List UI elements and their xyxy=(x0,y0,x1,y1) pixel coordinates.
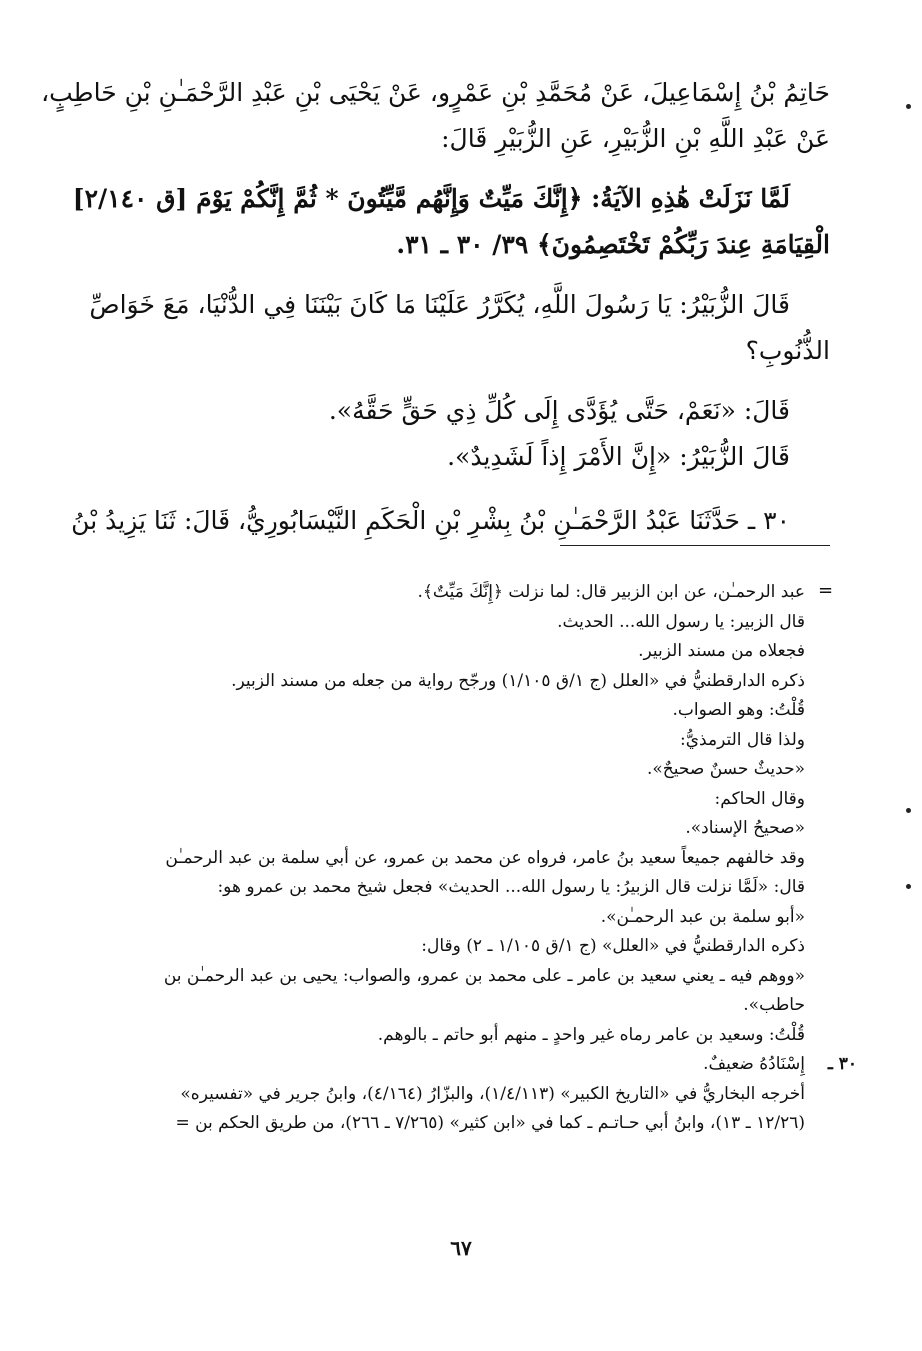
note-line: وقال الحاكم: xyxy=(714,788,805,809)
main-line: حَاتِمُ بْنُ إِسْمَاعِيلَ، عَنْ مُحَمَّدِ بْنِ عَمْرٍو، عَنْ يَحْيَى بْنِ عَبْدِ الرَّحْمَـٰنِ بْنِ حَاطِبٍ، xyxy=(41,78,830,107)
main-line: قَالَ: «نَعَمْ، حَتَّى يُؤَدَّى إِلَى كُلِّ ذِي حَقٍّ حَقَّهُ». xyxy=(328,396,790,425)
note-line: ذكره الدارقطنيُّ في «العلل» (ج ١/ق ١/١٠٥ ـ ٢) وقال: xyxy=(421,936,805,956)
scan-speck xyxy=(906,808,911,813)
note-line: ذكره الدارقطنيُّ في «العلل (ج ١/ق ١/١٠٥) ورجّح رواية من جعله من مسند الزبير. xyxy=(231,670,805,691)
page-number: ٦٧ xyxy=(450,1236,472,1260)
note-line: ولذا قال الترمذيُّ: xyxy=(680,729,805,750)
hadith-30-line: ٣٠ ـ حَدَّثَنَا عَبْدُ الرَّحْمَـٰنِ بْنُ بِشْرِ بْنِ الْحَكَمِ النَّيْسَابُورِيُّ، قَالَ: ثَنَا يَزِيدُ بْنُ xyxy=(71,506,790,535)
main-line: قَالَ الزُّبَيْرُ: «إِنَّ الأَمْرَ إِذاً لَشَدِيدٌ». xyxy=(447,442,790,471)
note-line: «صحيحُ الإسناد». xyxy=(685,818,805,838)
main-line: قَالَ الزُّبَيْرُ: يَا رَسُولَ اللَّهِ، يُكَرَّرُ عَلَيْنَا مَا كَانَ بَيْنَنَا فِي الدُّنْيَا، مَعَ خَوَاصِّ xyxy=(89,290,790,319)
verse-line: لَمَّا نَزَلَتْ هَٰذِهِ الآيَةُ: ﴿إِنَّكَ مَيِّتٌ وَإِنَّهُم مَّيِّتُونَ * ثُمَّ إِنَّكُمْ يَوْمَ [ق ٢/١٤٠] xyxy=(72,184,790,213)
note-line: عبد الرحمـٰن، عن ابن الزبير قال: لما نزلت ﴿إِنَّكَ مَيِّتٌ﴾. xyxy=(417,582,805,602)
footnotes xyxy=(105,578,857,1139)
note-line: قال الزبير: يا رسول الله... الحديث. xyxy=(557,611,805,632)
note-line: «أبو سلمة بن عبد الرحمـٰن». xyxy=(600,906,805,927)
note-line: (١٢/٢٦ ـ ١٣)، وابنُ أبي حـاتـم ـ كما في «ابن كثير» (٧/٢٦٥ ـ ٢٦٦)، من طريق الحكم بن = xyxy=(175,1113,805,1133)
scan-speck xyxy=(906,104,911,109)
continuation-mark: = xyxy=(818,580,834,601)
note-line: أخرجه البخاريُّ في «التاريخ الكبير» (١/٤/١١٣)، والبزّارُ (٤/١٦٤)، وابنُ جرير في «تفسيره» xyxy=(180,1083,805,1104)
note-line: قُلْتُ: وهو الصواب. xyxy=(672,700,805,720)
main-text xyxy=(41,70,830,544)
note-line: قال: «لَمَّا نزلت قال الزبيرُ: يا رسول الله... الحديث» فجعل شيخ محمد بن عمرو هو: xyxy=(217,877,805,897)
footnote-divider xyxy=(560,545,830,546)
note-item-30 xyxy=(105,1050,857,1080)
note-line: حاطب». xyxy=(743,995,805,1015)
note-line: وقد خالفهم جميعاً سعيد بنُ عامر، فرواه عن محمد بن عمرو، عن أبي سلمة بن عبد الرحمـٰن xyxy=(165,847,805,868)
scan-speck xyxy=(906,884,911,889)
note-item-number: ٣٠ ـ xyxy=(827,1054,857,1074)
note-line: فجعلاه من مسند الزبير. xyxy=(638,641,805,661)
verse-line: الْقِيَامَةِ عِندَ رَبِّكُمْ تَخْتَصِمُونَ﴾ ٣٩/ ٣٠ ـ ٣١. xyxy=(396,230,830,259)
note-line: قُلْتُ: وسعيد بن عامر رماه غير واحدٍ ـ منهم أبو حاتم ـ بالوهم. xyxy=(377,1024,805,1045)
note-line: «ووهم فيه ـ يعني سعيد بن عامر ـ على محمد بن عمرو، والصواب: يحيى بن عبد الرحمـٰن بن xyxy=(163,965,805,986)
note-line: إِسْنَادُهُ ضعيفٌ. xyxy=(703,1054,805,1074)
main-line: عَنْ عَبْدِ اللَّهِ بْنِ الزُّبَيْرِ، عَنِ الزُّبَيْرِ قَالَ: xyxy=(441,124,830,153)
note-line: «حديثٌ حسنٌ صحيحٌ». xyxy=(647,759,805,779)
main-line: الذُّنُوبِ؟ xyxy=(745,336,830,365)
